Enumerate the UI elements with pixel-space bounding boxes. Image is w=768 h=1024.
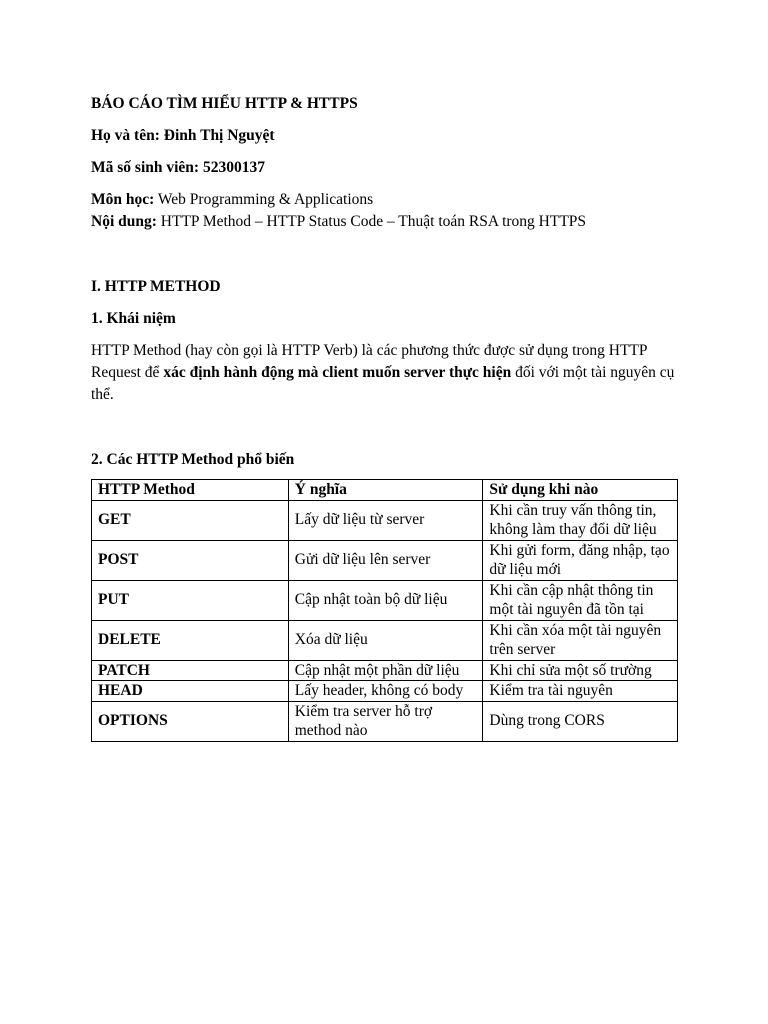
content-value: HTTP Method – HTTP Status Code – Thuật toán RSA trong HTTPS <box>160 213 587 230</box>
student-name-line <box>91 125 681 147</box>
usage-cell: Khi cần xóa một tài nguyên trên server <box>483 620 678 660</box>
meaning-cell: Cập nhật một phần dữ liệu <box>288 660 483 681</box>
meaning-cell: Cập nhật toàn bộ dữ liệu <box>288 580 483 620</box>
method-cell: HEAD <box>92 681 289 702</box>
student-name-label: Họ và tên: <box>91 127 160 144</box>
table-row <box>92 500 678 540</box>
subheading-concept: 1. Khái niệm <box>91 310 176 327</box>
method-cell: PATCH <box>92 660 289 681</box>
subheading-common-methods: 2. Các HTTP Method phổ biến <box>91 451 295 468</box>
student-id-value: 52300137 <box>202 159 265 176</box>
table-row <box>92 620 678 660</box>
usage-cell: Khi cần truy vấn thông tin, không làm thay đổi dữ liệu <box>483 500 678 540</box>
table-header-cell: Sử dụng khi nào <box>483 480 678 501</box>
meaning-cell: Lấy dữ liệu từ server <box>288 500 483 540</box>
table-row <box>92 701 678 741</box>
document-page <box>91 93 681 742</box>
table-header-cell: Ý nghĩa <box>288 480 483 501</box>
concept-text-bold: xác định hành động mà client muốn server thực hiện <box>163 364 512 381</box>
course-label: Môn học: <box>91 191 155 208</box>
concept-paragraph <box>91 340 681 406</box>
course-value: Web Programming & Applications <box>157 191 374 208</box>
table-header-cell: HTTP Method <box>92 480 289 501</box>
table-row <box>92 681 678 702</box>
report-title: BÁO CÁO TÌM HIỂU HTTP & HTTPS <box>91 95 358 112</box>
meaning-cell: Xóa dữ liệu <box>288 620 483 660</box>
meaning-cell: Lấy header, không có body <box>288 681 483 702</box>
student-id-label: Mã số sinh viên: <box>91 159 200 176</box>
usage-cell: Khi gửi form, đăng nhập, tạo dữ liệu mới <box>483 540 678 580</box>
method-cell: GET <box>92 500 289 540</box>
method-cell: OPTIONS <box>92 701 289 741</box>
course-line <box>91 189 681 211</box>
meaning-cell: Gửi dữ liệu lên server <box>288 540 483 580</box>
table-row <box>92 540 678 580</box>
http-methods-table <box>91 479 678 742</box>
method-cell: DELETE <box>92 620 289 660</box>
usage-cell: Khi cần cập nhật thông tin một tài nguyên đã tồn tại <box>483 580 678 620</box>
content-label: Nội dung: <box>91 213 157 230</box>
usage-cell: Kiểm tra tài nguyên <box>483 681 678 702</box>
table-header-row <box>92 480 678 501</box>
method-cell: POST <box>92 540 289 580</box>
usage-cell: Dùng trong CORS <box>483 701 678 741</box>
meaning-cell: Kiểm tra server hỗ trợ method nào <box>288 701 483 741</box>
student-name-value: Đinh Thị Nguyệt <box>163 127 275 144</box>
content-line <box>91 211 681 233</box>
method-cell: PUT <box>92 580 289 620</box>
usage-cell: Khi chỉ sửa một số trường <box>483 660 678 681</box>
concept-text-part2: đối với một tài nguyên cụ thể. <box>91 364 675 403</box>
table-row <box>92 580 678 620</box>
table-row <box>92 660 678 681</box>
concept-text-part1: HTTP Method (hay còn gọi là HTTP Verb) là các phương thức được sử dụng trong HTTP Request để <box>91 342 647 381</box>
section-heading-http-method: I. HTTP METHOD <box>91 278 221 295</box>
student-id-line <box>91 157 681 179</box>
